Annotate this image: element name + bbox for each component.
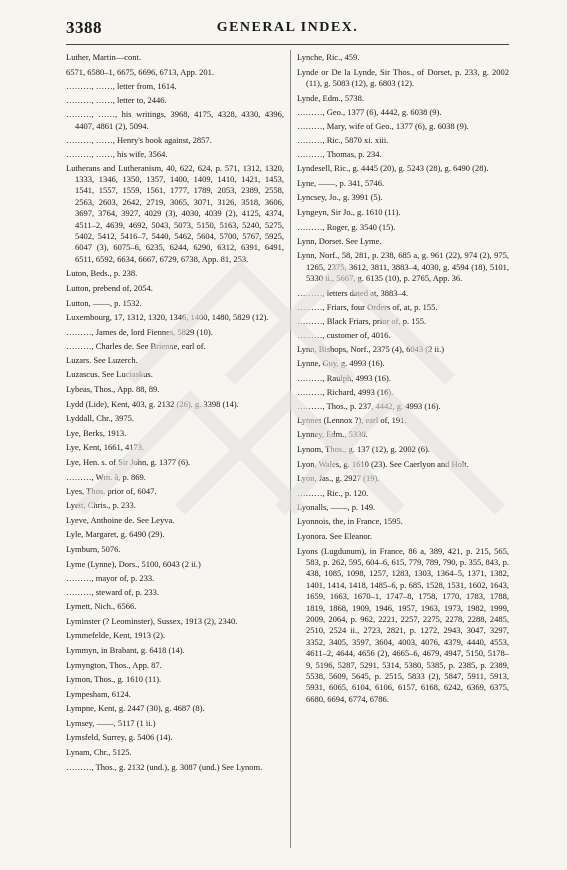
index-entry: Lyndesell, Ric., g. 4445 (20), g. 5243 (28), g. 6490 (28). <box>297 163 489 174</box>
index-entry: Lyon, Jas., g. 2927 (19). <box>297 473 380 484</box>
index-entry: Lynn, Norf., 58, 281, p. 238, 685 a, g. 961 (22), 974 (2), 975, 1265, 2375, 3612, 3811, 3883–4, 4030, g. 4594 (18), 5101, 5330 ii., 5667, g. 6135 (10), p. 2765, App. 36. <box>297 250 509 283</box>
index-entry: Lymsey, ——, 5117 (1 ii.) <box>66 717 156 728</box>
index-entry: Lymsfeld, Surrey, g. 5406 (14). <box>66 732 173 743</box>
index-entry: Lymon, Thos., g. 1610 (11). <box>66 674 162 685</box>
index-entry: ………, ……, letter from, 1614. <box>66 81 177 92</box>
right-column <box>297 52 509 708</box>
index-entry: ………, ……, his writings, 3968, 4175, 4328, 4330, 4396, 4407, 4861 (2), 5094. <box>66 109 284 131</box>
index-entry: Lyons (Lugdunum), in France, 86 a, 389, 421, p. 215, 565, 583, p. 262, 595, 604–6, 615, 779, 789, 790, p. 355, 843, p. 438, 1085, 1098, 1257, 1283, 1303, 1364–5, 1371, 1382, 1401, 1414, 1418, 1485–6, p. 685, 1528, 1531, 1602, 1643, 1659, 1663, 1670–1, 1747–8, 1758, 1770, 1783, 1788, 1819, 1868, 1909, 1946, 1957, 1963, 1973, 1982, 1999, 2009, 2064, p. 962, 2221, 2257, 2275, 2278, 2288, 2485, 2510, 2524 ii., 2723, 2821, p. 1272, 2943, 3047, 3297, 3352, 3405, 3597, 3604, 4003, 4076, 4379, 4440, 4553, 4611–2, 4644, 4656 (2), 4665–6, 4679, 4947, 5150, 5178–9, 5196, 5287, 5291, 5314, 5380, 5385, p. 2385, p. 2389, 5538, 5609, 5645, p. 2515, 5833 (2), 5847, 5911, 5913, 5931, 6065, 6104, 6106, 6157, 6168, 6242, 6369, 6375, 6680, 6694, 6774, 6786. <box>297 545 509 704</box>
page-number: 3388 <box>66 18 102 37</box>
running-title: GENERAL INDEX. <box>216 20 359 35</box>
index-entry: Lymmyn, in Brabant, g. 6418 (14). <box>66 644 185 655</box>
index-entry: Luther, Martin—cont. <box>66 52 141 62</box>
index-entry: Lybeas, Thos., App. 88, 89. <box>66 384 160 394</box>
index-entry: Lutherans and Lutheranism, 40, 622, 624, p. 571, 1312, 1320, 1333, 1346, 1350, 1357, 1400, 1409, 1410, 1421, 1453, 1541, 1557, 1559, 1561, 1777, 1789, 2053, 2389, 2558, 2563, 2603, 2642, 2719, 3065, 3071, 3126, 3518, 3606, 3697, 3764, 3927, 4029 (3), 4030, 4039 (2), 4125, 4374, 4511–2, 4639, 4692, 5043, 5073, 5150, 5163, 5240, 5275, 5402, 5412, 5416–7, 5440, 5462, 5604, 5700, 5767, 5925, 6047 (3), 6075–6, 6235, 6244, 6290, 6312, 6391, 6491, 6511, 6592, 6634, 6667, 6729, 6738, App. 81, 253. <box>66 162 284 264</box>
column-divider <box>290 50 291 848</box>
index-entry: Lyncsey, Jo., g. 3991 (5). <box>297 192 383 203</box>
index-entry: Lymburn, 5076. <box>66 543 121 554</box>
page-header <box>66 18 509 40</box>
index-entry: ………, Friars, four Orders of, at, p. 155. <box>297 301 438 312</box>
index-entry: Lutton, ——, p. 1532. <box>66 297 142 308</box>
index-entry: ………, Thos., p. 237, 4442, g. 4993 (16). <box>297 400 441 411</box>
index-entry: Lye, Kent, 1661, 4173. <box>66 442 145 453</box>
index-entry: Lynn, Bishops, Norf., 2375 (4), 6043 (2 ii.) <box>297 343 445 354</box>
index-entry: Lyonalls, ——, p. 149. <box>297 501 376 512</box>
index-entry: Lynom, Thos., g. 137 (12), g. 2002 (6). <box>297 443 431 454</box>
index-entry: ………, Richard, 4993 (16). <box>297 386 394 397</box>
index-entry: Lye, Hen. s. of Sir John, g. 1377 (6). <box>66 456 191 467</box>
index-entry: ………, Charles de. See Brienne, earl of. <box>66 340 206 351</box>
index-entry: Lyonora. See Eleanor. <box>297 530 373 541</box>
index-entry: Luzascus. See Luciaskus. <box>66 369 153 380</box>
index-entry: Lymyngton, Thos., App. 87. <box>66 659 162 670</box>
index-entry: Lyon, Wales, g. 1610 (23). See Caerlyon and Holt. <box>297 458 469 469</box>
index-entry: Lynche, Ric., 459. <box>297 52 360 62</box>
index-entry: Lyddall, Chr., 3975. <box>66 413 134 424</box>
index-entry: Lynnes (Lennox ?), earl of, 191. <box>297 414 407 425</box>
index-entry: ………, Thos., g. 2132 (und.), g. 3087 (und.) See Lynom. <box>66 761 263 772</box>
index-entry: Lutton, prebend of, 2054. <box>66 283 153 294</box>
index-entry: ………, Geo., 1377 (6), 4442, g. 6038 (9). <box>297 107 442 118</box>
index-entry: Lynn, Dorset. See Lyme. <box>297 235 382 246</box>
index-entry: Luton, Beds., p. 238. <box>66 268 138 279</box>
left-column <box>66 52 284 776</box>
index-entry: Lynney, Edm., 5330. <box>297 429 368 440</box>
index-entry: Lyes, Thos. prior of, 6047. <box>66 485 157 496</box>
index-entry: ………, mayor of, p. 233. <box>66 573 155 584</box>
index-entry: Lydd (Lide), Kent, 403, g. 2132 (26), g. 3398 (14). <box>66 398 239 409</box>
index-entry: Lyme (Lynne), Dors., 5100, 6043 (2 ii.) <box>66 558 201 569</box>
header-rule <box>66 44 509 45</box>
index-entry: Lynam, Chr., 5125. <box>66 747 132 758</box>
index-entry: Lympne, Kent, g. 2447 (30), g. 4687 (8). <box>66 703 205 714</box>
index-entry: Lyne, ——, p. 341, 5746. <box>297 177 385 188</box>
index-entry: Lye, Berks, 1913. <box>66 427 127 438</box>
index-entry: ………, Raulph, 4993 (16). <box>297 372 391 383</box>
index-entry: Lymett, Nich., 6566. <box>66 601 137 612</box>
index-entry: ………, ……, his wife, 3564. <box>66 148 168 159</box>
index-entry: Luxembourg, 17, 1312, 1320, 1346, 1400, 1480, 5829 (12). <box>66 312 269 323</box>
index-entry: ………, customer of, 4016. <box>297 329 391 340</box>
index-entry: ………, ……, letter to, 2446. <box>66 95 167 106</box>
index-entry: Lymmefelde, Kent, 1913 (2). <box>66 630 166 641</box>
index-entry: Lyett, Chris., p. 233. <box>66 500 136 511</box>
index-entry: Lynde or De la Lynde, Sir Thos., of Dorset, p. 233, g. 2002 (11), g. 5083 (12), g. 6803 (12). <box>297 66 509 88</box>
index-entry: ………, letters dated at, 3883–4. <box>297 287 409 298</box>
index-entry: Lyle, Margaret, g. 6490 (29). <box>66 529 165 540</box>
index-entry: Lynde, Edm., 5738. <box>297 92 365 103</box>
index-entry: ………, Thomas, p. 234. <box>297 149 382 160</box>
index-entry: ………, Mary, wife of Geo., 1377 (6), g. 6038 (9). <box>297 121 469 132</box>
index-entry: Lympesham, 6124. <box>66 688 131 699</box>
index-entry: ………, Ric., p. 120. <box>297 487 369 498</box>
index-entry: Lyngeyn, Sir Jo., g. 1610 (11). <box>297 206 401 217</box>
index-entry: ………, Black Friars, prior of, p. 155. <box>297 315 427 326</box>
index-entry: Lyonnois, the, in France, 1595. <box>297 516 403 527</box>
index-entry: ………, Ric., 5870 xi. xiii. <box>297 135 389 146</box>
index-entry: Lynne, Guy, g. 4993 (16). <box>297 358 385 369</box>
index-entry: Lyminster (? Leominster), Sussex, 1913 (2), 2340. <box>66 615 238 626</box>
index-entry: 6571, 6580–1, 6675, 6696, 6713, App. 201. <box>66 66 215 77</box>
index-entry: ………, steward of, p. 233. <box>66 587 160 598</box>
index-entry: ………, James de, lord Fiennes, 5829 (10). <box>66 326 213 337</box>
index-entry: Lyeve, Anthoine de. See Leyva. <box>66 514 175 525</box>
index-entry: ………, Roger, g. 3540 (15). <box>297 221 396 232</box>
index-entry: ………, Wm. â, p. 869. <box>66 471 146 482</box>
index-entry: Luzars. See Luzerch. <box>66 354 138 365</box>
index-entry: ………, ……, Henry's book against, 2857. <box>66 134 212 145</box>
